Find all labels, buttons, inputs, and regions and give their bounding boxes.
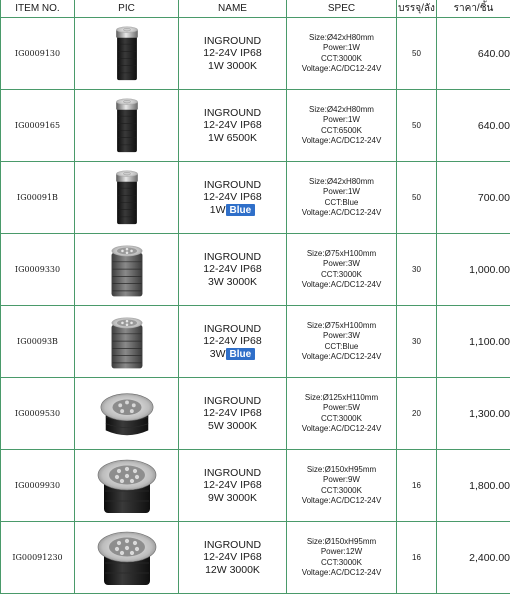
- spec-size: Size:Ø125xH110mm: [287, 393, 396, 404]
- item-no: IG0009165: [1, 90, 75, 162]
- spec-size: Size:Ø75xH100mm: [287, 321, 396, 332]
- name-line: [179, 204, 286, 217]
- blue-color-badge: Blue: [226, 348, 256, 360]
- product-spec: [287, 90, 397, 162]
- table-row: [1, 378, 510, 450]
- name-line: 3W 3000K: [179, 276, 286, 289]
- name-line: 9W 3000K: [179, 492, 286, 505]
- name-line: 12-24V IP68: [179, 551, 286, 564]
- qty-per-carton: 50: [397, 90, 437, 162]
- item-no: IG0009930: [1, 450, 75, 522]
- price-per-piece: 1,000.00: [437, 234, 510, 306]
- name-line: 12-24V IP68: [179, 263, 286, 276]
- name-line: 1W 6500K: [179, 132, 286, 145]
- qty-per-carton: 20: [397, 378, 437, 450]
- spec-voltage: Voltage:AC/DC12-24V: [287, 352, 396, 363]
- product-picture: [75, 306, 179, 378]
- name-line: 12-24V IP68: [179, 335, 286, 348]
- name-line: INGROUND: [179, 467, 286, 480]
- spec-size: Size:Ø150xH95mm: [287, 537, 396, 548]
- spec-power: Power:1W: [287, 187, 396, 198]
- product-name: [179, 450, 287, 522]
- price-per-piece: 1,100.00: [437, 306, 510, 378]
- name-line: 1W 3000K: [179, 60, 286, 73]
- table-row: [1, 18, 510, 90]
- product-picture: [75, 162, 179, 234]
- product-spec: [287, 450, 397, 522]
- name-line: 12-24V IP68: [179, 47, 286, 60]
- spec-cct: CCT:Blue: [287, 342, 396, 353]
- spec-voltage: Voltage:AC/DC12-24V: [287, 208, 396, 219]
- price-per-piece: 1,800.00: [437, 450, 510, 522]
- name-line: 12W 3000K: [179, 564, 286, 577]
- item-no: IG00091B: [1, 162, 75, 234]
- spec-cct: CCT:6500K: [287, 126, 396, 137]
- name-line: 5W 3000K: [179, 420, 286, 433]
- product-picture: [75, 90, 179, 162]
- spec-voltage: Voltage:AC/DC12-24V: [287, 424, 396, 435]
- spec-voltage: Voltage:AC/DC12-24V: [287, 64, 396, 75]
- qty-per-carton: 30: [397, 306, 437, 378]
- price-per-piece: 2,400.00: [437, 522, 510, 594]
- spec-power: Power:9W: [287, 475, 396, 486]
- spec-cct: CCT:Blue: [287, 198, 396, 209]
- name-wattage: 3W: [210, 348, 226, 360]
- price-per-piece: 1,300.00: [437, 378, 510, 450]
- table-row: [1, 306, 510, 378]
- price-per-piece: 640.00: [437, 90, 510, 162]
- qty-per-carton: 50: [397, 18, 437, 90]
- medium-inground-light-icon: [107, 312, 147, 372]
- product-name: [179, 162, 287, 234]
- header-row: [1, 0, 510, 18]
- product-name: [179, 378, 287, 450]
- qty-per-carton: 50: [397, 162, 437, 234]
- table-row: [1, 162, 510, 234]
- table-row: [1, 450, 510, 522]
- spec-voltage: Voltage:AC/DC12-24V: [287, 496, 396, 507]
- product-picture: [75, 18, 179, 90]
- product-spec: [287, 234, 397, 306]
- xlarge-inground-light-icon: [95, 455, 159, 517]
- spec-power: Power:1W: [287, 43, 396, 54]
- product-spec: [287, 306, 397, 378]
- spec-size: Size:Ø42xH80mm: [287, 105, 396, 116]
- spec-cct: CCT:3000K: [287, 54, 396, 65]
- name-line: 12-24V IP68: [179, 191, 286, 204]
- name-line: 12-24V IP68: [179, 479, 286, 492]
- product-name: [179, 90, 287, 162]
- header-price-per-piece: ราคา/ชิ้น: [437, 0, 510, 18]
- item-no: IG00091230: [1, 522, 75, 594]
- spec-power: Power:3W: [287, 259, 396, 270]
- item-no: IG0009130: [1, 18, 75, 90]
- spec-voltage: Voltage:AC/DC12-24V: [287, 280, 396, 291]
- spec-size: Size:Ø42xH80mm: [287, 177, 396, 188]
- name-wattage: 1W: [210, 204, 226, 216]
- name-line: INGROUND: [179, 179, 286, 192]
- spec-voltage: Voltage:AC/DC12-24V: [287, 568, 396, 579]
- spec-power: Power:5W: [287, 403, 396, 414]
- product-picture: [75, 378, 179, 450]
- name-line: INGROUND: [179, 107, 286, 120]
- item-no: IG00093B: [1, 306, 75, 378]
- name-line: [179, 348, 286, 361]
- header-pic: PIC: [75, 0, 179, 18]
- spec-power: Power:3W: [287, 331, 396, 342]
- spec-size: Size:Ø150xH95mm: [287, 465, 396, 476]
- spec-size: Size:Ø75xH100mm: [287, 249, 396, 260]
- item-no: IG0009330: [1, 234, 75, 306]
- header-spec: SPEC: [287, 0, 397, 18]
- spec-power: Power:12W: [287, 547, 396, 558]
- name-line: 12-24V IP68: [179, 119, 286, 132]
- product-name: [179, 18, 287, 90]
- medium-inground-light-icon: [107, 240, 147, 300]
- spec-cct: CCT:3000K: [287, 486, 396, 497]
- spec-cct: CCT:3000K: [287, 270, 396, 281]
- spec-cct: CCT:3000K: [287, 558, 396, 569]
- small-inground-light-icon: [109, 168, 145, 228]
- product-picture: [75, 522, 179, 594]
- small-inground-light-icon: [109, 24, 145, 84]
- header-name: NAME: [179, 0, 287, 18]
- product-spec: [287, 522, 397, 594]
- product-spec: [287, 162, 397, 234]
- spec-voltage: Voltage:AC/DC12-24V: [287, 136, 396, 147]
- item-no: IG0009530: [1, 378, 75, 450]
- price-per-piece: 640.00: [437, 18, 510, 90]
- small-inground-light-icon: [109, 96, 145, 156]
- name-line: 12-24V IP68: [179, 407, 286, 420]
- product-name: [179, 522, 287, 594]
- name-line: INGROUND: [179, 539, 286, 552]
- price-per-piece: 700.00: [437, 162, 510, 234]
- header-item-no: ITEM NO.: [1, 0, 75, 18]
- product-picture: [75, 450, 179, 522]
- qty-per-carton: 30: [397, 234, 437, 306]
- qty-per-carton: 16: [397, 522, 437, 594]
- spec-cct: CCT:3000K: [287, 414, 396, 425]
- product-picture: [75, 234, 179, 306]
- large-inground-light-icon: [98, 387, 156, 441]
- header-qty-per-carton: บรรจุ/ลัง: [397, 0, 437, 18]
- name-line: INGROUND: [179, 323, 286, 336]
- blue-color-badge: Blue: [226, 204, 256, 216]
- product-name: [179, 306, 287, 378]
- table-row: [1, 522, 510, 594]
- product-name: [179, 234, 287, 306]
- table-row: [1, 234, 510, 306]
- table-row: [1, 90, 510, 162]
- xlarge-inground-light-icon: [95, 527, 159, 589]
- name-line: INGROUND: [179, 251, 286, 264]
- product-spec: [287, 18, 397, 90]
- spec-size: Size:Ø42xH80mm: [287, 33, 396, 44]
- name-line: INGROUND: [179, 35, 286, 48]
- qty-per-carton: 16: [397, 450, 437, 522]
- name-line: INGROUND: [179, 395, 286, 408]
- spec-power: Power:1W: [287, 115, 396, 126]
- product-spec: [287, 378, 397, 450]
